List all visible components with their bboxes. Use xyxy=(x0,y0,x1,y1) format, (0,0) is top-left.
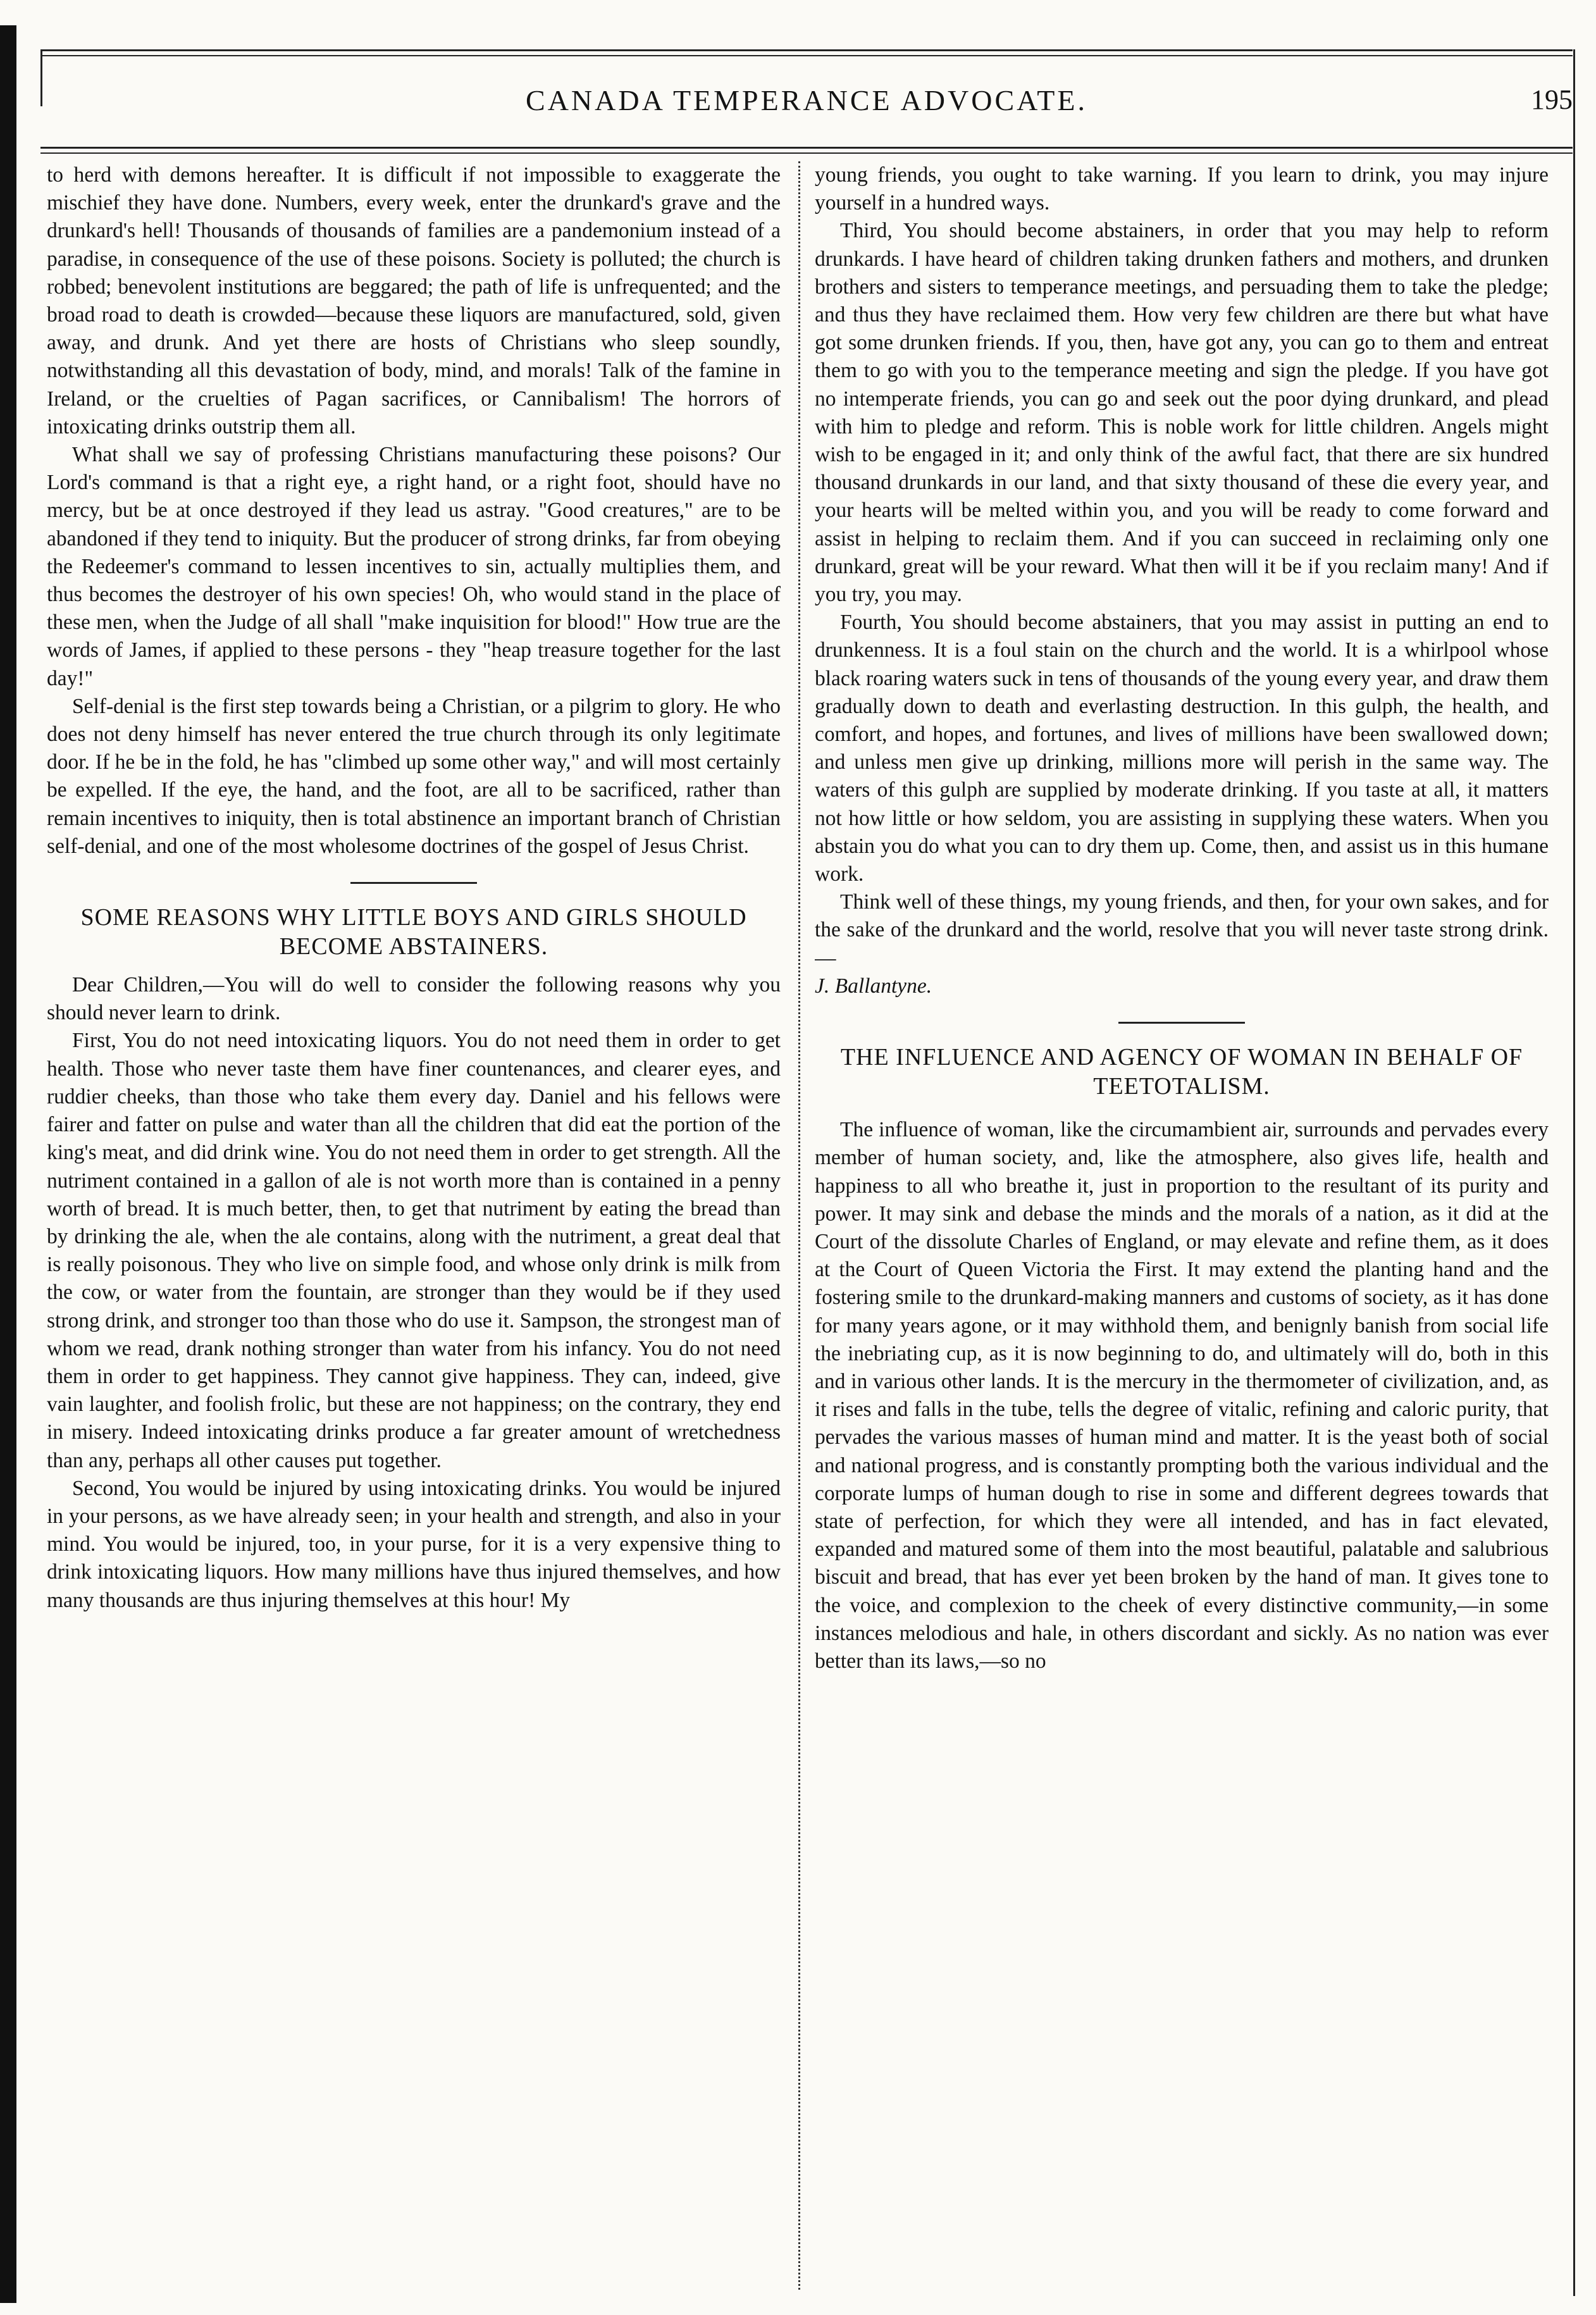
section-heading: SOME REASONS WHY LITTLE BOYS AND GIRLS SHOULD BECOME ABSTAINERS. xyxy=(80,904,747,960)
binding-edge xyxy=(0,25,16,2303)
column-divider xyxy=(798,161,800,2290)
right-border-line xyxy=(1573,49,1575,2296)
author-signature: J. Ballantyne. xyxy=(815,974,932,998)
header-rule xyxy=(40,147,1573,154)
article-paragraph: Self-denial is the first step towards being a Christian, or a pilgrim to glory. He who does not deny himself has never entered the true church through its only legitimate door. If he be in the fold, he has "climbed up some other way," and will most certainly be expelled. If the eye, the hand, and the foot, are all to be sacrificed, rather than remain incentives to iniquity, then is total abstinence an important branch of Christian self-denial, and one of the most wholesome doctrines of the gospel of Jesus Christ. xyxy=(47,694,781,858)
article-paragraph: Third, You should become abstainers, in order that you may help to reform drunkards. I have heard of children taking drunken fathers and mothers, and drunken brothers and sisters to temperance meetings, and persuading them to take the pledge; and thus they have reclaimed them. How very few children are there but what have got some drunken friends. If you, then, have got any, you can go to them and entreat them to go with you to the temperance meeting and sign the pledge. If you have got no intemperate friends, you can go and seek out the poor dying drunkard, and plead with him to pledge and reform. This is noble work for little children. Angels might wish to be engaged in it; and only think of the awful fact, that there are six hundred thousand drunkards in our land, and that sixty thousand of these die every year, and your hearts will be melted within you, and you will be ready to come forward and assist in helping to reclaim them. And if you can succeed in reclaiming only one drunkard, great will be your reward. What then will it be if you reclaim many! And if you try, you may. xyxy=(815,219,1549,607)
left-column xyxy=(47,161,781,2293)
article-paragraph: Second, You would be injured by using intoxicating drinks. You would be injured in your persons, as we have already seen; in your health and strength, and also in your mind. You would be injured, too, in your purse, for it is a very expensive thing to drink intoxicating liquors. How many millions have thus injured themselves, and how many thousands are thus injuring themselves at this hour! My xyxy=(47,1476,781,1612)
page-number: 195 xyxy=(1531,84,1573,115)
newspaper-page xyxy=(35,0,1579,2315)
article-paragraph: First, You do not need intoxicating liquors. You do not need them in order to get health. Those who never taste them have finer countenances, and clearer eyes, and ruddier cheeks, than those who take them every day. Daniel and his fellows were fairer and fatter on pulse and water than all the children that did eat the portion of the king's meat, and did drink wine. You do not need them in order to get strength. All the nutriment contained in a gallon of ale is not worth more than is contained in a penny worth of bread. It is much better, then, to get that nutriment by eating the bread than by drinking the ale, when the ale contains, along with the nutriment, a great deal that is really poisonous. They who live on simple food, and whose only drink is milk from the cow, or water from the fountain, are stronger than they would be if they used strong drink, and stronger too than those who do use it. Sampson, the strongest man of whom we read, drank nothing stronger than water from his infancy. You do not need them in order to get happiness. They cannot give happiness. They can, indeed, give vain laughter, and foolish frolic, but these are not happiness; on the contrary, they end in misery. Indeed intoxicating drinks produce a far greater amount of wretchedness than any, perhaps all other causes put together. xyxy=(47,1029,781,1472)
article-paragraph: Fourth, You should become abstainers, that you may assist in putting an end to drunkenness. It is a foul stain on the church and the world. It is a whirlpool whose black roaring waters suck in tens of thousands of the young every year, and draw them gradually down to death and everlasting destruction. In this gulph, the health, and comfort, and hopes, and fortunes, and lives of millions have been swallowed down; and unless men give up drinking, millions more will perish in the same way. The waters of this gulph are supplied by moderate drinking. If you taste at all, it matters not how little or how seldom, you are assisting in supplying these waters. When you abstain you do what you can to dry them up. Come, then, and assist us in this humane work. xyxy=(815,611,1549,886)
article-paragraph: What shall we say of professing Christians manufacturing these poisons? Our Lord's command is that a right eye, a right hand, or a right foot, should have no mercy, but be at once destroyed if they lead us astray. "Good creatures," are to be abandoned if they tend to iniquity. But the producer of strong drinks, far from obeying the Redeemer's command to lessen incentives to sin, actually multiplies them, and thus becomes the destroyer of his own species! Oh, who would stand in the place of these men, when the Judge of all shall "make inquisition for blood!" How true are the words of James, if applied to these persons - they "heap treasure together for the last day!" xyxy=(47,443,781,690)
right-column xyxy=(815,161,1549,2293)
article-paragraph: to herd with demons hereafter. It is difficult if not impossible to exaggerate the mischief they have done. Numbers, every week, enter the drunkard's grave and the drunkard's hell! Thousands of thousands of families are a pandemonium instead of a paradise, in consequence of the use of these poisons. Society is polluted; the church is robbed; benevolent institutions are beggared; the path of life is unfrequented; and the broad road to death is crowded—because these liquors are manufactured, sold, given away, and drunk. And yet there are hosts of Christians who sleep soundly, notwithstanding all this devastation of body, mind, and morals! Talk of the famine in Ireland, or the cruelties of Pagan sacrifices, or Cannibalism! The horrors of intoxicating drinks outstrip them all. xyxy=(47,163,781,438)
article-paragraph: Think well of these things, my young friends, and then, for your own sakes, and for the sake of the drunkard and the world, resolve that you will never taste strong drink.— xyxy=(815,890,1549,970)
article-paragraph: young friends, you ought to take warning. If you learn to drink, you may injure yourself in a hundred ways. xyxy=(815,163,1549,215)
section-divider xyxy=(350,882,477,884)
section-divider xyxy=(1118,1022,1245,1024)
top-rule xyxy=(40,49,1573,56)
page-header xyxy=(40,75,1573,125)
section-heading: THE INFLUENCE AND AGENCY OF WOMAN IN BEHALF OF TEETOTALISM. xyxy=(840,1044,1523,1100)
article-paragraph: Dear Children,—You will do well to consider the following reasons why you should never learn to drink. xyxy=(47,973,781,1025)
publication-title: CANADA TEMPERANCE ADVOCATE. xyxy=(526,84,1087,116)
article-paragraph: The influence of woman, like the circumambient air, surrounds and pervades every member of human society, and, like the atmosphere, also gives life, health and happiness to all who breathe it, just in proportion to the resultant of its purity and power. It may sink and debase the minds and the morals of a nation, as it did at the Court of the dissolute Charles of England, or may elevate and refine them, as it does at the Court of Queen Victoria the First. It may extend the planting hand and the fostering smile to the drunkard-making manners and customs of society, as it has done for many years agone, or it may withhold them, and benignly banish from social life the inebriating cup, as it is now beginning to do, and ultimately will do, both in this and in various other lands. It is the mercury in the thermometer of civilization, and, as it rises and falls in the tube, tells the degree of vitalic, refining and caloric purity, that pervades the various masses of human mind and matter. It is the yeast both of social and national progress, and is constantly prompting both the various individual and the corporate lumps of human dough to rise in some and different degrees towards that state of perfection, for which they were all intended, and has in fact elevated, expanded and matured some of them into the most beautiful, palatable and salubrious biscuit and bread, that has ever yet been broken by the hand of man. It gives tone to the voice, and complexion to the cheek of every distinctive community,—in some instances melodious and hale, in others discordant and sickly. As no nation was ever better than its laws,—so no xyxy=(815,1118,1549,1673)
